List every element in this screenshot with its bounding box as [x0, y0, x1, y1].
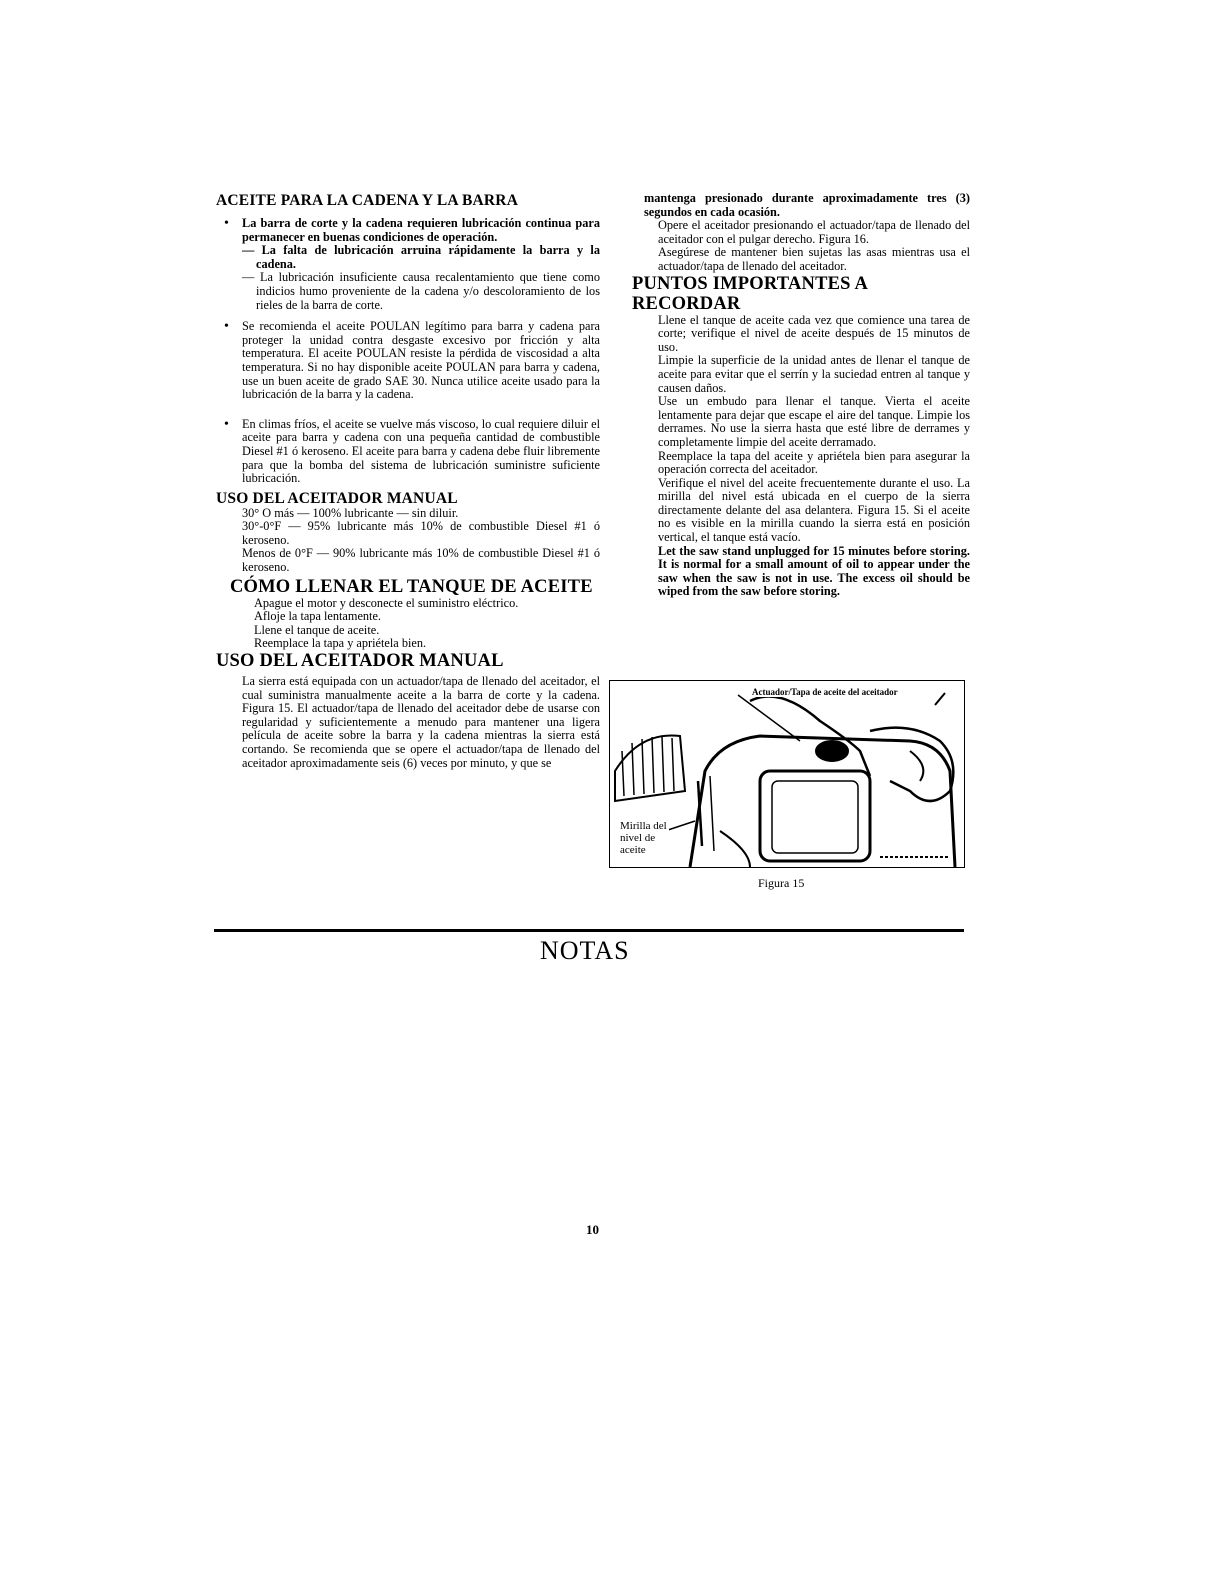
oiler-operation — [632, 219, 970, 273]
heading-fill-tank: CÓMO LLENAR EL TANQUE DE ACEITE — [230, 576, 593, 597]
right-column — [632, 192, 970, 599]
left-column — [216, 192, 600, 770]
ratio-30-0: 30°-0°F — 95% lubricante más 10% de combustible Diesel #1 ó keroseno. — [242, 519, 600, 547]
bullet-cold-climate — [216, 418, 600, 486]
fill-tank-steps — [216, 597, 600, 651]
hold-handles: Asegúrese de mantener bien sujetas las asas mientras usa el actuador/tapa de llenado del aceitador. — [658, 245, 970, 273]
bullet-cold-climate-text: • En climas fríos, el aceite se vuelve más viscoso, lo cual requiere diluir el aceite para barra y cadena con una pequeña cantidad de combustible Diesel #1 ó keroseno. El aceite para barra y cadena debe fluir libremente para que la bomba del sistema de lubricación suministre suficiente lubricación. — [242, 416, 600, 486]
ratio-30-plus: 30° O más — 100% lubricante — sin diluir. — [242, 505, 459, 520]
point-unplugged: Let the saw stand unplugged for 15 minutes before storing. It is normal for a small amount of oil to appear under the saw when the saw is not in use. The excess oil should be wiped from the saw before storing. — [658, 543, 970, 599]
step-replace-cap: Reemplace la tapa y apriétela bien. — [254, 636, 427, 651]
heading-manual-oiler-1: USO DEL ACEITADOR MANUAL — [216, 489, 458, 507]
point-replace-cap: Reemplace la tapa del aceite y apriétela bien para asegurar la operación correcta del aceitador. — [658, 448, 970, 477]
heading-manual-oiler-2: USO DEL ACEITADOR MANUAL — [216, 651, 504, 672]
point-fill-tank: Llene el tanque de aceite cada vez que comience una tarea de corte; verifique el nivel de aceite después de 15 minutos de uso. — [658, 312, 970, 354]
point-check-level: Verifique el nivel del aceite frecuentemente durante el uso. La mirilla del nivel está ubicada en el cuerpo de la sierra directamente delante del asa delantera. Figura 15. Si el aceite no es visible en la mirilla cuando la sierra está en posición vertical, el tanque está vacío. — [658, 475, 970, 545]
bullet-poulan-oil-text: • Se recomienda el aceite POULAN legítimo para barra y cadena para proteger la unidad contra desgaste excesivo por fricción y alta temperatura. El aceite POULAN resiste la pérdida de viscosidad a alta temperatura. Si no hay disponible aceite POULAN para barra y cadena, use un buen aceite de grado SAE 30. Nunca utilice aceite usado para la lubricación de la barra y la cadena. — [242, 319, 600, 402]
bullet-lubrication — [216, 217, 600, 312]
operate-oiler: Opere el aceitador presionando el actuador/tapa de llenado del aceitador con el pulgar derecho. Figura 16. — [658, 218, 970, 246]
page-number: 10 — [586, 1222, 599, 1237]
bullet-lubrication-text: • La barra de corte y la cadena requieren lubricación continua para permanecer en buenas condiciones de operación. — [242, 216, 600, 244]
manual-oiler-ratios — [216, 507, 600, 575]
figure-label-left-line1: Mirilla del — [620, 820, 667, 832]
important-points — [632, 314, 970, 599]
manual-oiler-text-block — [216, 675, 600, 770]
figure-label-top: Actuador/Tapa de aceite del aceitador — [752, 687, 898, 697]
figure-caption: Figura 15 — [758, 876, 805, 890]
ratio-below-0: Menos de 0°F — 90% lubricante más 10% de combustible Diesel #1 ó keroseno. — [242, 546, 600, 575]
dash-lack-lubrication: — La falta de lubricación arruina rápidamente la barra y la cadena. — [242, 243, 600, 271]
heading-chain-oil: ACEITE PARA LA CADENA Y LA BARRA — [216, 192, 519, 209]
notes-heading: NOTAS — [540, 936, 630, 965]
continued-text: mantenga presionado durante aproximadamente tres (3) segundos en cada ocasión. — [644, 191, 970, 219]
figure-label-left-line3: aceite — [620, 844, 646, 856]
step-turn-off: Apague el motor y desconecte el suministro eléctrico. — [254, 595, 519, 610]
figure-label-left — [618, 819, 669, 857]
step-loosen-cap: Afloje la tapa lentamente. — [254, 609, 382, 624]
point-use-funnel: Use un embudo para llenar el tanque. Vierta el aceite lentamente para dejar que escape el aire del tanque. Limpie los derrames. No use la sierra hasta que esté libre de derrames y completamente limpie del aceite derramado. — [658, 394, 970, 449]
chain-oil-list — [216, 217, 600, 486]
heading-important-points: PUNTOS IMPORTANTES A RECORDAR — [632, 273, 867, 314]
point-clean-surface: Limpie la superficie de la unidad antes de llenar el tanque de aceite para evitar que el serrín y la suciedad entren al tanque y causen daños. — [658, 353, 970, 395]
dash-insufficient-lubrication: — La lubricación insuficiente causa recalentamiento que tiene como indicios humo proveniente de la cadena y/o descoloramiento de los rieles de la barra de corte. — [242, 270, 600, 312]
manual-oiler-paragraph: La sierra está equipada con un actuador/tapa de llenado del aceitador, el cual suministra manualmente aceite a la barra de corte y la cadena. Figura 15. El actuador/tapa de llenado del aceitador debe de usarse con regularidad y suficientemente a menudo para mantener una ligera película de aceite sobre la barra y la cadena mientras la sierra está cortando. Se recomienda que se opere el actuador/tapa de llenado del aceitador aproximadamente seis (6) veces por minuto, y que se — [242, 674, 600, 770]
bullet-poulan-oil — [216, 320, 600, 402]
figure-label-left-line2: nivel de — [620, 832, 656, 844]
lubrication-dashes — [242, 244, 600, 312]
step-fill-tank: Llene el tanque de aceite. — [254, 622, 380, 637]
section-divider — [214, 929, 964, 932]
figure-15-illustration — [609, 680, 965, 868]
